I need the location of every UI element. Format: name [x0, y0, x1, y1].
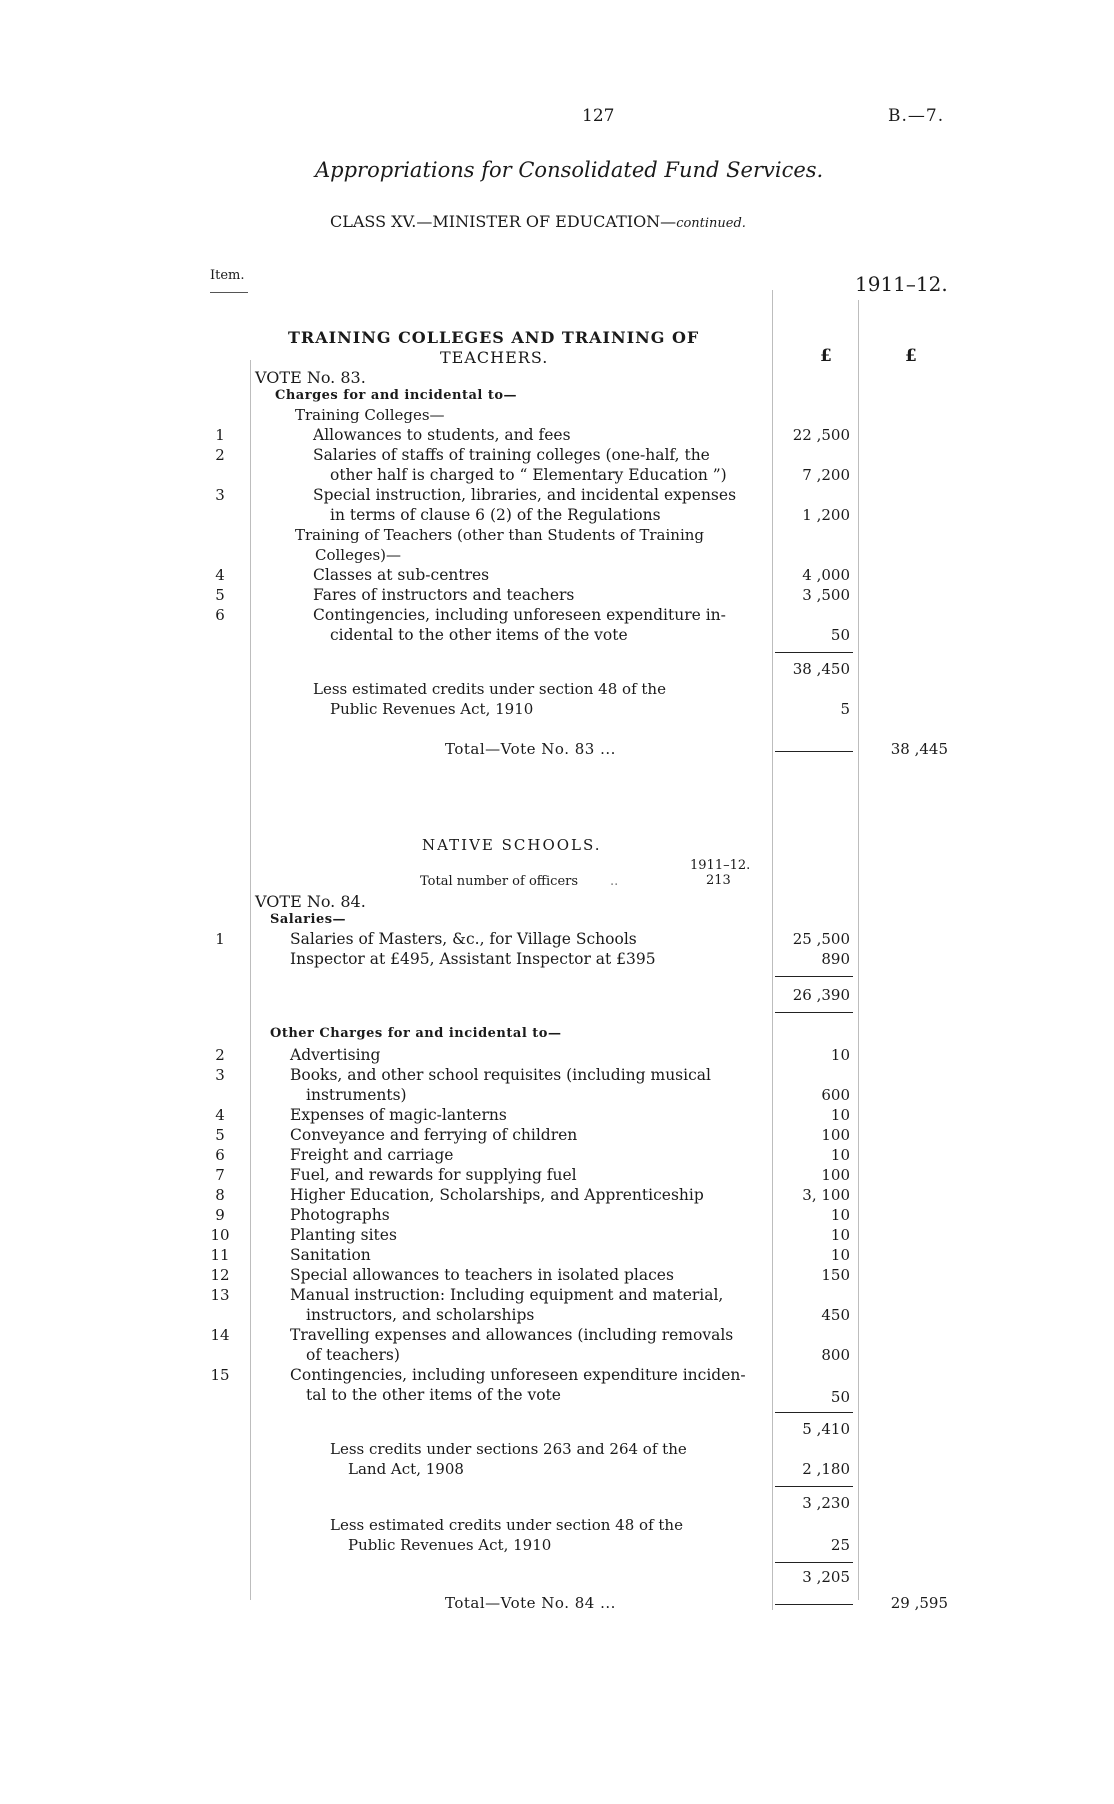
officers-count: 213	[706, 873, 731, 888]
vote83-total-rule	[775, 751, 853, 752]
item-number: 7	[215, 1166, 225, 1184]
training-colleges-subheading: Training Colleges—	[295, 406, 445, 424]
item-amount: 100	[821, 1126, 850, 1144]
item-description: Conveyance and ferrying of children	[290, 1126, 578, 1144]
vote83-less-credits-amount: 5	[840, 700, 850, 718]
less-revenue-credits-continued: Public Revenues Act, 1910	[348, 1536, 552, 1554]
item-amount: 10	[830, 1246, 850, 1264]
vote84-other-item-continued	[0, 1086, 1114, 1106]
other-charges-subtotal: 5 ,410	[802, 1420, 850, 1438]
item-amount: 10	[830, 1226, 850, 1244]
class-heading-continued: continued.	[676, 216, 746, 231]
vote84-other-item	[0, 1246, 1114, 1266]
item-description-continued: tal to the other items of the vote	[306, 1386, 561, 1404]
item-description: Manual instruction: Including equipment and material,	[290, 1286, 724, 1304]
vote84-other-item	[0, 1206, 1114, 1226]
item-amount: 7 ,200	[802, 466, 850, 484]
salaries-subtotal: 26 ,390	[792, 986, 850, 1004]
item-description: Photographs	[290, 1206, 390, 1224]
class-heading-main: CLASS XV.—MINISTER OF EDUCATION—	[330, 212, 677, 231]
other-charges-subtotal-rule	[775, 1412, 853, 1413]
item-amount: 50	[830, 626, 850, 644]
after-land-amount: 3 ,230	[802, 1494, 850, 1512]
vote84-other-item	[0, 1186, 1114, 1206]
item-number: 4	[215, 1106, 225, 1124]
vote84-other-item	[0, 1326, 1114, 1346]
vote84-total-amount: 29 ,595	[890, 1594, 948, 1612]
item-number: 13	[210, 1286, 230, 1304]
vote83-charges-heading: Charges for and incidental to—	[275, 388, 518, 403]
item-description: Travelling expenses and allowances (including removals	[290, 1326, 734, 1344]
vote84-other-item	[0, 1046, 1114, 1066]
item-amount: 10	[830, 1106, 850, 1124]
salaries-subtotal-rule	[775, 976, 853, 977]
item-amount: 22 ,500	[792, 426, 850, 444]
item-description-continued: in terms of clause 6 (2) of the Regulations	[330, 506, 661, 524]
item-description: Inspector at £495, Assistant Inspector at £395	[290, 950, 656, 968]
officers-year: 1911–12.	[690, 858, 751, 873]
item-amount: 10	[830, 1146, 850, 1164]
vote84-other-item	[0, 1266, 1114, 1286]
pound-sign-col2: £	[905, 346, 917, 366]
item-description: Classes at sub-centres	[313, 566, 490, 584]
item-number: 1	[215, 930, 225, 948]
item-description: Salaries of Masters, &c., for Village Schools	[290, 930, 637, 948]
vote84-other-item	[0, 1366, 1114, 1386]
item-description: Allowances to students, and fees	[313, 426, 571, 444]
less-land-credits-amount: 2 ,180	[802, 1460, 850, 1478]
officers-label: Total number of officers	[420, 874, 579, 889]
net-amount: 3 ,205	[802, 1568, 850, 1586]
vote83-item-continued	[0, 626, 1114, 646]
vote83-item-continued	[0, 506, 1114, 526]
vote84-other-item	[0, 1146, 1114, 1166]
vote83-subtotal: 38 ,450	[792, 660, 850, 678]
item-number: 14	[210, 1326, 230, 1344]
vote84-label: VOTE No. 84.	[255, 892, 366, 911]
item-description: Special instruction, libraries, and incidental expenses	[313, 486, 737, 504]
salaries-subtotal-underline	[775, 1012, 853, 1013]
item-amount: 800	[821, 1346, 850, 1364]
item-amount: 150	[821, 1266, 850, 1284]
item-number: 5	[215, 586, 225, 604]
vote84-other-item	[0, 1286, 1114, 1306]
vote84-other-item	[0, 1226, 1114, 1246]
item-column-label: Item.	[210, 268, 245, 283]
item-number: 11	[210, 1246, 230, 1264]
item-description-continued: of teachers)	[306, 1346, 400, 1364]
item-description: Contingencies, including unforeseen expenditure in-	[313, 606, 726, 624]
item-description-continued: other half is charged to “ Elementary Education ”)	[330, 466, 727, 484]
pound-sign-col1: £	[820, 346, 832, 366]
other-charges-heading: Other Charges for and incidental to—	[270, 1026, 562, 1041]
vote84-total-label: Total—Vote No. 84 ...	[445, 1594, 616, 1612]
item-description: Sanitation	[290, 1246, 371, 1264]
item-description-continued: instruments)	[306, 1086, 407, 1104]
item-description: Advertising	[290, 1046, 381, 1064]
salaries-heading: Salaries—	[270, 912, 347, 927]
vote83-heading-line1: TRAINING COLLEGES AND TRAINING OF	[288, 328, 700, 347]
vote83-label: VOTE No. 83.	[255, 368, 366, 387]
vote84-other-item	[0, 1166, 1114, 1186]
item-amount: 890	[821, 950, 850, 968]
item-number: 5	[215, 1126, 225, 1144]
vote84-salary-item	[0, 930, 1114, 950]
vote83-item	[0, 486, 1114, 506]
vote83-total-amount: 38 ,445	[890, 740, 948, 758]
item-description: Freight and carriage	[290, 1146, 454, 1164]
officers-leader: ..	[610, 874, 619, 889]
item-description-continued: instructors, and scholarships	[306, 1306, 535, 1324]
vote83-less-credits-continued: Public Revenues Act, 1910	[330, 700, 534, 718]
vote83-item-continued	[0, 466, 1114, 486]
vote84-other-item-continued	[0, 1306, 1114, 1326]
item-number: 10	[210, 1226, 230, 1244]
less-land-credits: Less credits under sections 263 and 264 of the	[330, 1440, 687, 1458]
item-description: Expenses of magic-lanterns	[290, 1106, 507, 1124]
less-land-credits-continued: Land Act, 1908	[348, 1460, 464, 1478]
vote83-item	[0, 586, 1114, 606]
item-description: Contingencies, including unforeseen expenditure inciden-	[290, 1366, 746, 1384]
item-description: Books, and other school requisites (including musical	[290, 1066, 711, 1084]
vote83-less-credits: Less estimated credits under section 48 of the	[313, 680, 666, 698]
item-amount: 1 ,200	[802, 506, 850, 524]
column-rule-left	[250, 360, 251, 1600]
class-heading	[330, 212, 746, 231]
item-number: 6	[215, 606, 225, 624]
vote84-other-item-amount	[0, 1388, 1114, 1408]
item-number: 1	[215, 426, 225, 444]
less-revenue-credits-amount: 25	[830, 1536, 850, 1554]
item-description: Special allowances to teachers in isolated places	[290, 1266, 674, 1284]
item-number: 8	[215, 1186, 225, 1204]
vote83-item	[0, 426, 1114, 446]
vote83-item	[0, 446, 1114, 466]
item-amount: 50	[830, 1388, 850, 1406]
vote83-item	[0, 606, 1114, 626]
item-description-continued: cidental to the other items of the vote	[330, 626, 628, 644]
item-amount: 25 ,500	[792, 930, 850, 948]
item-amount: 3 ,500	[802, 586, 850, 604]
item-description: Planting sites	[290, 1226, 397, 1244]
training-teachers-subheading: Training of Teachers (other than Students of Training	[295, 526, 705, 544]
item-amount: 10	[830, 1046, 850, 1064]
item-amount: 450	[821, 1306, 850, 1324]
page-title: Appropriations for Consolidated Fund Services.	[315, 158, 824, 182]
item-amount: 4 ,000	[802, 566, 850, 584]
item-description: Salaries of staffs of training colleges (one-half, the	[313, 446, 710, 464]
vote83-subtotal-rule	[775, 652, 853, 653]
page-number: 127	[582, 106, 615, 126]
item-amount: 600	[821, 1086, 850, 1104]
item-number: 3	[215, 1066, 225, 1084]
document-code: B.—7.	[888, 106, 945, 126]
vote83-item	[0, 566, 1114, 586]
vote83-total-label: Total—Vote No. 83 ...	[445, 740, 616, 758]
net-rule	[775, 1562, 853, 1563]
item-number: 3	[215, 486, 225, 504]
item-amount: 10	[830, 1206, 850, 1224]
vote84-other-item-continued	[0, 1346, 1114, 1366]
item-number: 4	[215, 566, 225, 584]
vote84-total-rule	[775, 1604, 853, 1605]
vote83-heading-line2: TEACHERS.	[440, 348, 549, 367]
item-number: 9	[215, 1206, 225, 1224]
item-number: 6	[215, 1146, 225, 1164]
item-description: Fares of instructors and teachers	[313, 586, 575, 604]
item-description: Higher Education, Scholarships, and Apprenticeship	[290, 1186, 704, 1204]
after-land-rule	[775, 1486, 853, 1487]
item-label-rule	[210, 292, 248, 293]
vote84-heading: NATIVE SCHOOLS.	[422, 836, 602, 854]
training-teachers-subheading-continued: Colleges)—	[315, 546, 402, 564]
item-number: 2	[215, 446, 225, 464]
item-number: 12	[210, 1266, 230, 1284]
vote84-salary-item	[0, 950, 1114, 970]
item-description: Fuel, and rewards for supplying fuel	[290, 1166, 577, 1184]
item-number: 15	[210, 1366, 230, 1384]
item-amount: 3, 100	[802, 1186, 850, 1204]
vote84-other-item	[0, 1066, 1114, 1086]
item-number: 2	[215, 1046, 225, 1064]
item-amount: 100	[821, 1166, 850, 1184]
less-revenue-credits: Less estimated credits under section 48 of the	[330, 1516, 683, 1534]
vote84-other-item	[0, 1126, 1114, 1146]
year-heading: 1911–12.	[855, 272, 948, 296]
vote84-other-item	[0, 1106, 1114, 1126]
